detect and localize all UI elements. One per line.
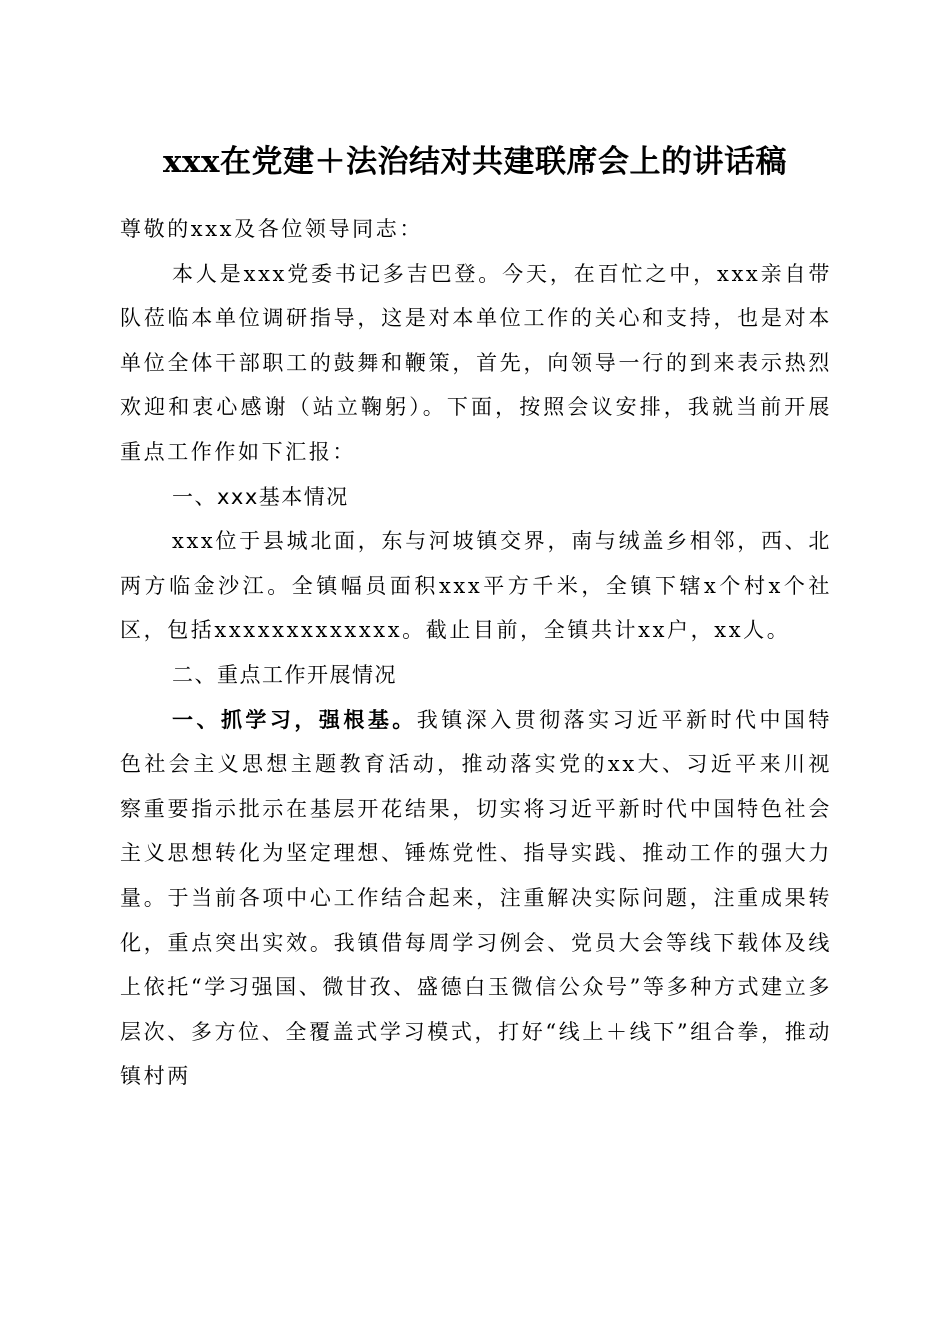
key-work-item-lead: 一、抓学习，强根基。 xyxy=(172,707,417,732)
section-heading-basic-info: 一、xxx基本情况 xyxy=(172,484,349,509)
key-work-item-paragraph xyxy=(120,698,832,1099)
document-body xyxy=(120,207,832,1099)
section-heading-key-work: 二、重点工作开展情况 xyxy=(172,662,397,687)
key-work-item-text: 我镇深入贯彻落实习近平新时代中国特色社会主义思想主题教育活动，推动落实党的xx大、习近平来川视察重要指示批示在基层开花结果，切实将习近平新时代中国特色社会主义思想转化为坚定理想、锤炼党性、指导实践、推动工作的强大力量。于当前各项中心工作结合起来，注重解决实际问题，注重成果转化，重点突出实效。我镇借每周学习例会、党员大会等线下载体及线上依托“学习强国、微甘孜、盛德白玉微信公众号”等多种方式建立多层次、多方位、全覆盖式学习模式，打好“线上＋线下”组合拳，推动镇村两 xyxy=(120,707,833,1089)
salutation: 尊敬的xxx及各位领导同志： xyxy=(120,217,423,241)
basic-info-paragraph: xxx位于县城北面，东与河坡镇交界，南与绒盖乡相邻，西、北两方临金沙江。全镇幅员面积xxx平方千米，全镇下辖x个村x个社区，包括xxxxxxxxxxxxx。截止目前，全镇共计xx户，xx人。 xyxy=(120,529,832,643)
intro-paragraph: 本人是xxx党委书记多吉巴登。今天，在百忙之中，xxx亲自带队莅临本单位调研指导，这是对本单位工作的关心和支持，也是对本单位全体干部职工的鼓舞和鞭策，首先，向领导一行的到来表示热烈欢迎和衷心感谢（站立鞠躬）。下面，按照会议安排，我就当前开展重点工作作如下汇报： xyxy=(120,261,832,464)
document-title: xxx在党建＋法治结对共建联席会上的讲话稿 xyxy=(163,144,787,180)
